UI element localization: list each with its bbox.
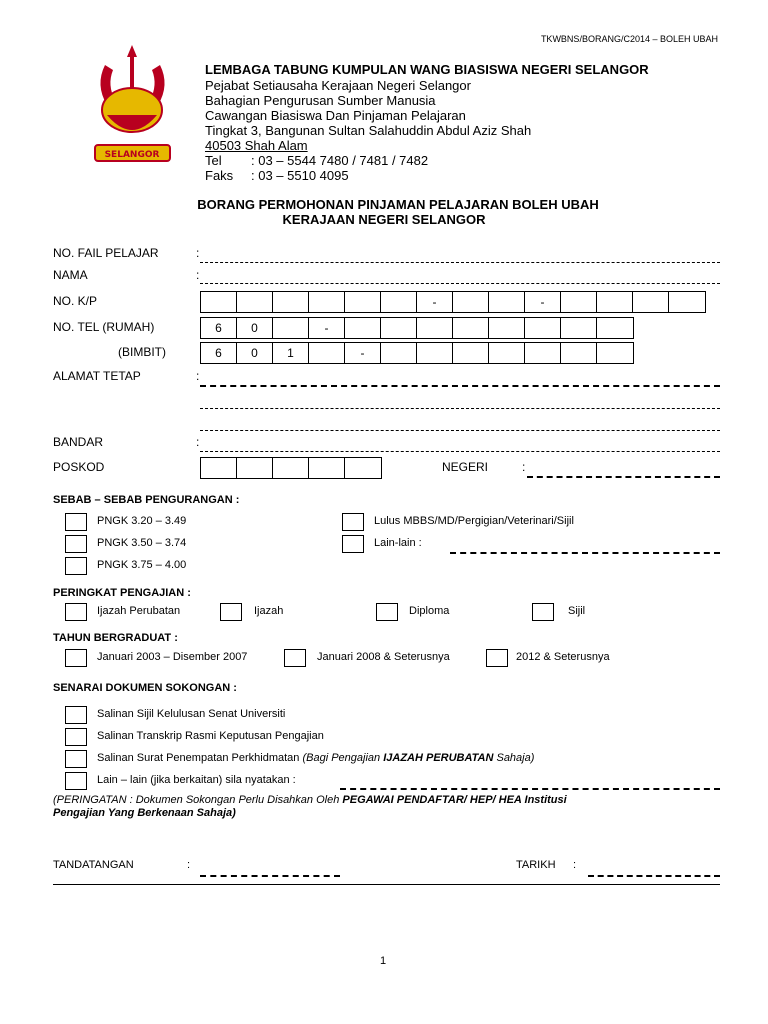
alamat-input-line-3[interactable] [200,430,720,431]
dokumen-transkrip-label: Salinan Transkrip Rasmi Keputusan Pengajian [97,730,324,742]
document-code: TKWBNS/BORANG/C2014 – BOLEH UBAH [540,34,718,44]
label-bimbit: (BIMBIT) [118,345,166,359]
poskod-cell[interactable] [273,458,309,478]
tahun-heading: TAHUN BERGRADUAT : [53,632,178,644]
tel-bimbit-cell[interactable] [417,343,453,363]
tel-bimbit-cell[interactable] [597,343,633,363]
address-line: Tingkat 3, Bangunan Sultan Salahuddin Abdul Aziz Shah [205,123,532,138]
page-number: 1 [380,955,387,967]
diploma-checkbox[interactable] [376,603,398,621]
tel-bimbit-cell[interactable]: 0 [237,343,273,363]
tel-bimbit-cell[interactable] [489,343,525,363]
sijil-label: Sijil [568,605,586,617]
tandatangan-input-line[interactable] [200,875,340,877]
tahun-2008-label: Januari 2008 & Seterusnya [317,651,450,663]
lain-lain-checkbox[interactable] [342,535,364,553]
dokumen-surat-label: Salinan Surat Penempatan Perkhidmatan (Bagi Pengajian IJAZAH PERUBATAN Sahaja) [97,752,535,764]
colon: : [196,246,200,260]
pngk-320-label: PNGK 3.20 – 3.49 [97,515,187,527]
tel-rumah-cell[interactable] [525,318,561,338]
kp-cell[interactable] [309,292,345,312]
peringatan-note: (PERINGATAN : Dokumen Sokongan Perlu Disahkan Oleh PEGAWAI PENDAFTAR/ HEP/ HEA Institusi Pengajian Yang Berkenaan Sahaja) [53,794,567,819]
dokumen-lain-checkbox[interactable] [65,772,87,790]
lulus-mbbs-checkbox[interactable] [342,513,364,531]
tel-rumah-grid[interactable] [200,317,634,339]
tel-rumah-cell[interactable] [453,318,489,338]
alamat-input-line-2[interactable] [200,408,720,409]
kp-cell[interactable] [201,292,237,312]
footer-divider [53,884,720,885]
tel-bimbit-grid[interactable] [200,342,634,364]
dokumen-lain-label: Lain – lain (jika berkaitan) sila nyatakan : [97,774,296,786]
tel-rumah-cell[interactable] [597,318,633,338]
label-no-kp: NO. K/P [53,294,98,308]
dokumen-lain-input-line[interactable] [340,788,720,790]
kp-cell[interactable] [453,292,489,312]
address-line: Cawangan Biasiswa Dan Pinjaman Pelajaran [205,108,466,123]
negeri-input-line[interactable] [527,476,720,478]
tel-rumah-cell[interactable]: - [309,318,345,338]
form-title-line2: KERAJAAN NEGERI SELANGOR [282,212,486,227]
label-negeri: NEGERI [442,460,489,474]
kp-cell[interactable] [345,292,381,312]
pngk-375-label: PNGK 3.75 – 4.00 [97,559,187,571]
tel-rumah-cell[interactable]: 6 [201,318,237,338]
poskod-cell[interactable] [201,458,237,478]
address-block [205,78,531,183]
logo-text: SELANGOR [104,150,160,160]
ijazah-label: Ijazah [254,605,284,617]
colon: : [522,460,526,474]
tel-rumah-cell[interactable] [345,318,381,338]
diploma-label: Diploma [409,605,450,617]
tel-bimbit-cell[interactable] [381,343,417,363]
address-line: Pejabat Setiausaha Kerajaan Negeri Selangor [205,78,471,93]
sebab-heading: SEBAB – SEBAB PENGURANGAN : [53,494,240,506]
kp-cell[interactable]: - [525,292,561,312]
colon: : [187,859,191,871]
kp-cell[interactable] [633,292,669,312]
kp-cell[interactable] [237,292,273,312]
kp-cell[interactable] [273,292,309,312]
label-poskod: POSKOD [53,460,105,474]
tel-rumah-cell[interactable] [561,318,597,338]
pngk-350-label: PNGK 3.50 – 3.74 [97,537,187,549]
dokumen-sijil-label: Salinan Sijil Kelulusan Senat Universiti [97,708,286,720]
pngk-375-checkbox[interactable] [65,557,87,575]
ijazah-perubatan-checkbox[interactable] [65,603,87,621]
colon: : [573,859,577,871]
tel-bimbit-cell[interactable] [561,343,597,363]
tel-bimbit-cell[interactable] [309,343,345,363]
label-alamat: ALAMAT TETAP [53,369,141,383]
tahun-2008-checkbox[interactable] [284,649,306,667]
dokumen-sijil-checkbox[interactable] [65,706,87,724]
ijazah-perubatan-label: Ijazah Perubatan [97,605,181,617]
poskod-grid[interactable] [200,457,382,479]
tahun-2003-checkbox[interactable] [65,649,87,667]
alamat-input-line-1[interactable] [200,385,720,387]
pngk-320-checkbox[interactable] [65,513,87,531]
pngk-350-checkbox[interactable] [65,535,87,553]
label-nama: NAMA [53,268,88,282]
tahun-2003-label: Januari 2003 – Disember 2007 [97,651,248,663]
colon: : [196,268,200,282]
kp-cell[interactable] [669,292,705,312]
dokumen-heading: SENARAI DOKUMEN SOKONGAN : [53,682,237,694]
tel-rumah-cell[interactable] [381,318,417,338]
tel-bimbit-cell[interactable]: 1 [273,343,309,363]
kp-cell[interactable]: - [417,292,453,312]
fax-line: Faks : 03 – 5510 4095 [205,168,349,183]
lulus-mbbs-label: Lulus MBBS/MD/Pergigian/Veterinari/Sijil [374,515,574,527]
peringkat-heading: PERINGKAT PENGAJIAN : [53,587,191,599]
tel-bimbit-cell[interactable] [525,343,561,363]
tarikh-input-line[interactable] [588,875,720,877]
tel-bimbit-cell[interactable] [453,343,489,363]
label-tarikh: TARIKH [516,859,556,871]
poskod-cell[interactable] [345,458,381,478]
kp-cell[interactable] [597,292,633,312]
tel-bimbit-cell[interactable]: - [345,343,381,363]
kp-cell[interactable] [381,292,417,312]
tel-bimbit-cell[interactable]: 6 [201,343,237,363]
bandar-input-line[interactable] [200,451,720,452]
lain-lain-input-line[interactable] [450,552,720,554]
ijazah-checkbox[interactable] [220,603,242,621]
dokumen-surat-checkbox[interactable] [65,750,87,768]
dokumen-transkrip-checkbox[interactable] [65,728,87,746]
label-tel-rumah: NO. TEL (RUMAH) [53,320,155,334]
address-line: Bahagian Pengurusan Sumber Manusia [205,93,436,108]
colon: : [196,369,200,383]
colon: : [196,435,200,449]
sijil-checkbox[interactable] [532,603,554,621]
kp-cell[interactable] [561,292,597,312]
tel-line: Tel : 03 – 5544 7480 / 7481 / 7482 [205,153,429,168]
label-tandatangan: TANDATANGAN [53,859,134,871]
poskod-cell[interactable] [309,458,345,478]
tahun-2012-checkbox[interactable] [486,649,508,667]
tel-rumah-cell[interactable] [417,318,453,338]
label-bandar: BANDAR [53,435,104,449]
selangor-crest-logo [85,45,180,175]
address-line: 40503 Shah Alam [205,138,308,153]
no-kp-grid[interactable] [200,291,706,313]
tel-rumah-cell[interactable] [489,318,525,338]
no-fail-input-line[interactable] [200,262,720,263]
poskod-cell[interactable] [237,458,273,478]
form-title-line1: BORANG PERMOHONAN PINJAMAN PELAJARAN BOLEH UBAH [197,197,599,212]
tel-rumah-cell[interactable]: 0 [237,318,273,338]
nama-input-line[interactable] [200,283,720,284]
kp-cell[interactable] [489,292,525,312]
lain-lain-label: Lain-lain : [374,537,422,549]
tel-rumah-cell[interactable] [273,318,309,338]
label-no-fail: NO. FAIL PELAJAR [53,246,159,260]
organization-name: LEMBAGA TABUNG KUMPULAN WANG BIASISWA NEGERI SELANGOR [205,62,649,77]
tahun-2012-label: 2012 & Seterusnya [516,651,610,663]
